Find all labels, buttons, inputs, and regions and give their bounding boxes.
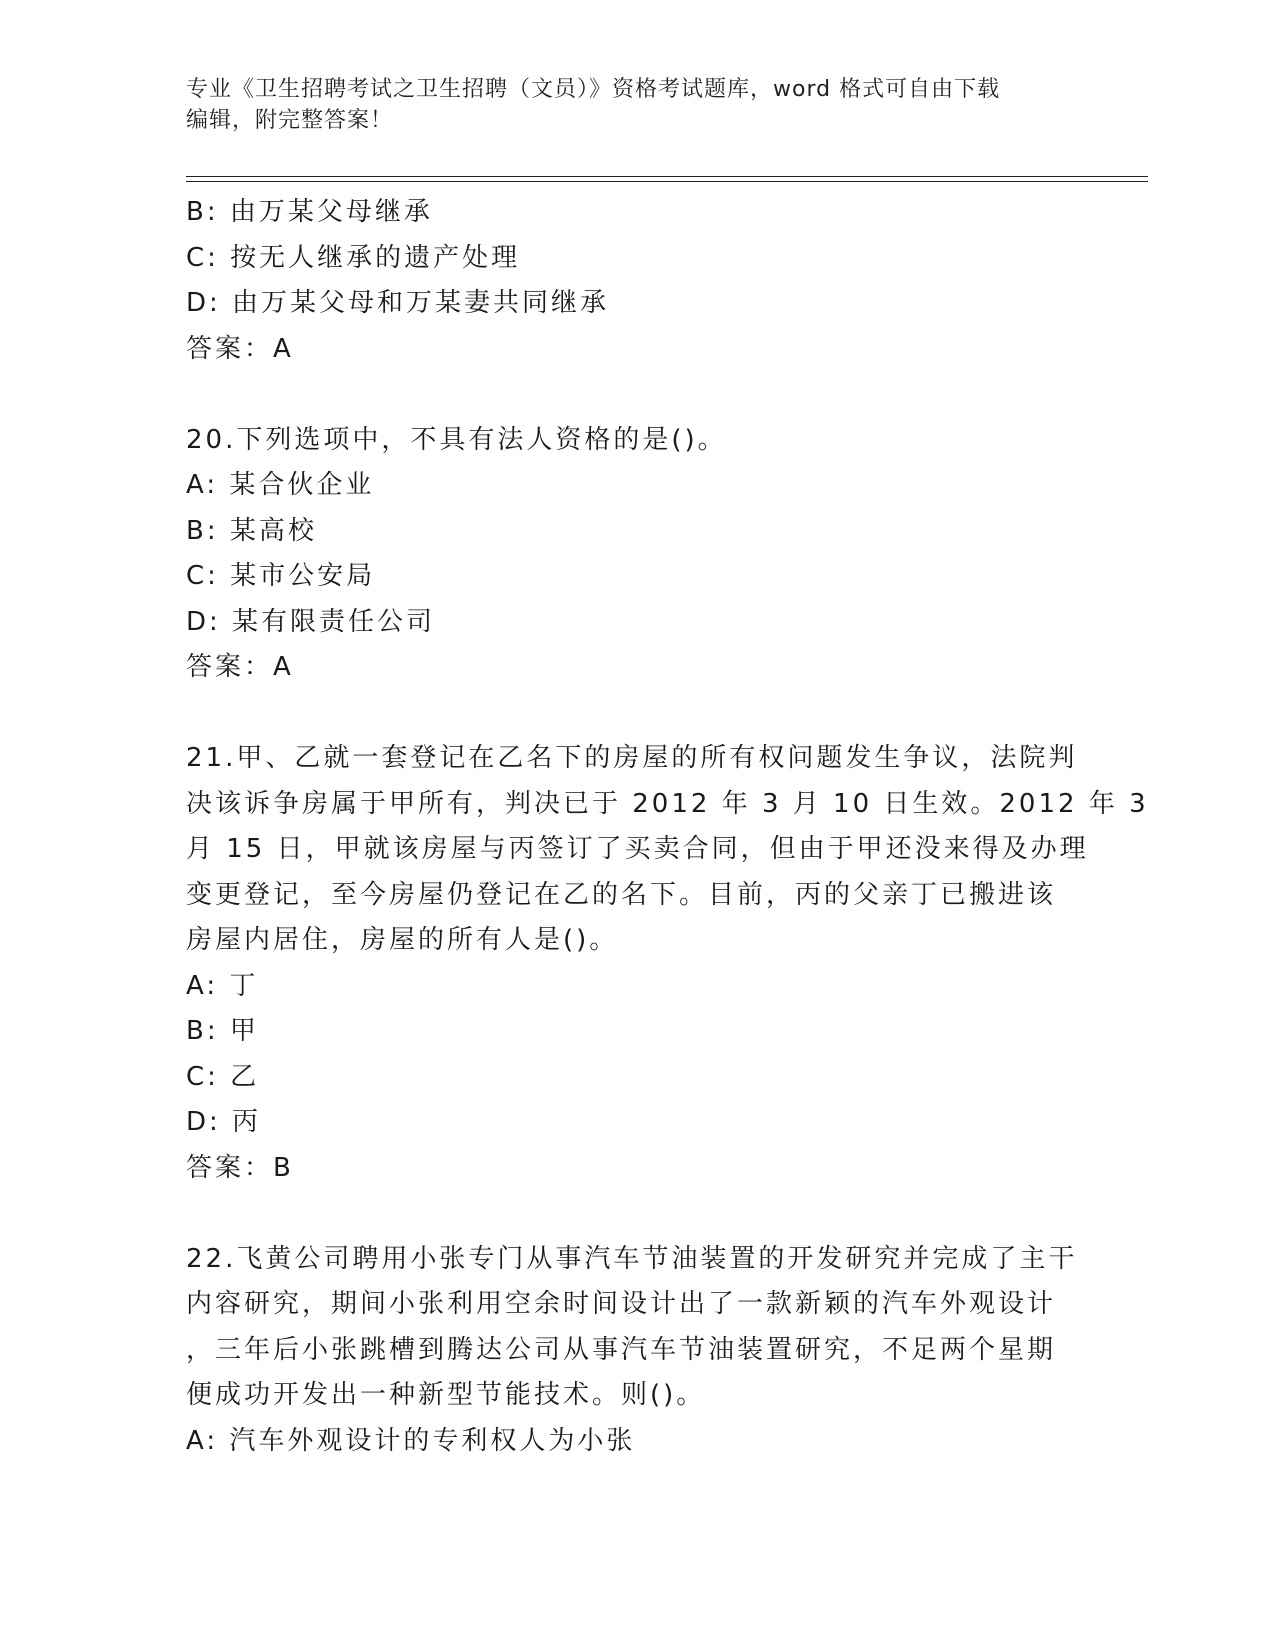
question-text-line: 21.甲、乙就一套登记在乙名下的房屋的所有权问题发生争议，法院判: [186, 743, 1078, 773]
option-a: A: 丁: [186, 970, 259, 1001]
question-text-line: 22.飞黄公司聘用小张专门从事汽车节油装置的开发研究并完成了主干: [186, 1243, 1078, 1274]
question-text-line: 便成功开发出一种新型节能技术。则()。: [186, 1380, 706, 1410]
question-text-line: ，三年后小张跳槽到腾达公司从事汽车节油装置研究，不足两个星期: [186, 1334, 1057, 1365]
question-text-line: 决该诉争房属于甲所有，判决已于 2012 年 3 月 10 日生效。2012 年 3: [186, 788, 1149, 819]
option-c: C: 乙: [186, 1061, 260, 1092]
option-c: C: 某市公安局: [186, 561, 376, 591]
question-text: 20.下列选项中，不具有法人资格的是()。: [186, 424, 727, 455]
spacer: [186, 372, 1086, 418]
answer-label: 答案：B: [186, 1152, 294, 1183]
document-body: [186, 190, 1149, 1464]
question-22: [186, 1237, 1086, 1465]
option-d: D: 丙: [186, 1107, 262, 1137]
spacer: [186, 1191, 1086, 1237]
question-text-line: 房屋内居住，房屋的所有人是()。: [186, 925, 619, 955]
answer-label: 答案：A: [186, 652, 294, 682]
option-a: A: 某合伙企业: [186, 470, 375, 500]
document-header: [186, 74, 1066, 136]
header-divider-bottom: [186, 181, 1148, 182]
option-c: C: 按无人继承的遗产处理: [186, 242, 521, 273]
option-d: D: 某有限责任公司: [186, 606, 436, 637]
header-line-2: 编辑，附完整答案！: [186, 108, 394, 133]
option-b: B: 由万某父母继承: [186, 197, 433, 227]
spacer: [186, 691, 1086, 737]
header-divider-top: [186, 176, 1148, 177]
question-19-continued: [186, 190, 1086, 372]
question-text-line: 月 15 日，甲就该房屋与丙签订了买卖合同，但由于甲还没来得及办理: [186, 834, 1089, 864]
question-text-line: 变更登记，至今房屋仍登记在乙的名下。目前，丙的父亲丁已搬进该: [186, 879, 1057, 910]
option-b: B: 甲: [186, 1016, 259, 1046]
option-a: A: 汽车外观设计的专利权人为小张: [186, 1425, 636, 1456]
option-b: B: 某高校: [186, 515, 317, 546]
option-d: D: 由万某父母和万某妻共同继承: [186, 288, 610, 318]
answer-label: 答案：A: [186, 333, 294, 364]
header-line-1: 专业《卫生招聘考试之卫生招聘（文员）》资格考试题库，word 格式可自由下载: [186, 77, 1001, 102]
question-text-line: 内容研究，期间小张利用空余时间设计出了一款新颖的汽车外观设计: [186, 1289, 1057, 1319]
question-21: [186, 736, 1149, 1191]
question-20: [186, 418, 1086, 691]
